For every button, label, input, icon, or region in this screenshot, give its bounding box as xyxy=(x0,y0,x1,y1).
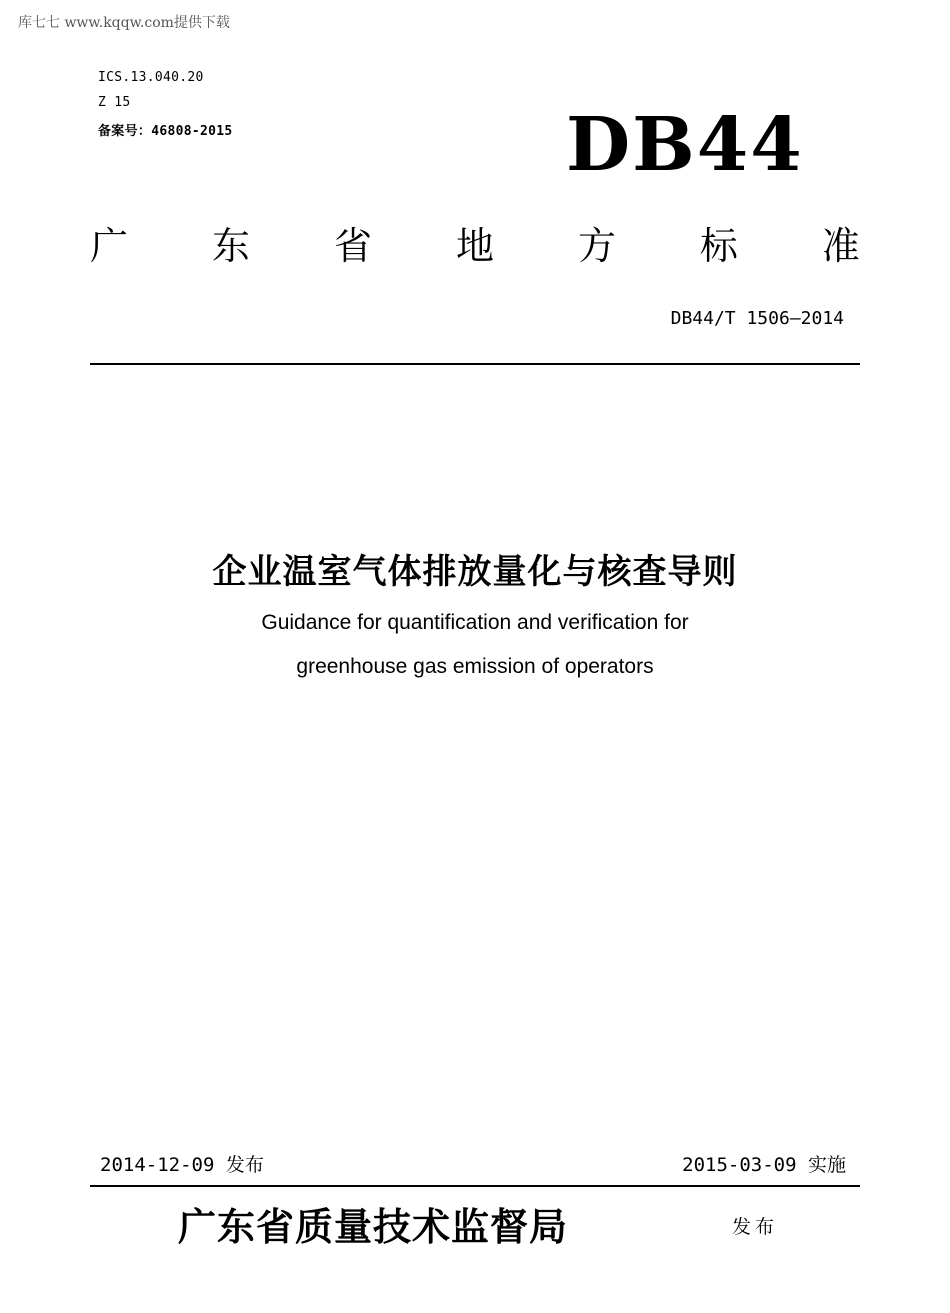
record-number: 备案号：46808-2015 xyxy=(98,124,233,139)
standard-type-char: 地 xyxy=(455,224,494,268)
standard-type-char: 东 xyxy=(211,224,250,268)
issue-date: 2014-12-09 发布 xyxy=(100,1154,264,1176)
standard-type-char: 方 xyxy=(577,224,616,268)
document-title-en-line1: Guidance for quantification and verification for xyxy=(261,611,689,634)
document-title-zh: 企业温室气体排放量化与核查导则 xyxy=(212,552,738,592)
standard-type-heading xyxy=(90,215,860,270)
top-divider xyxy=(90,363,860,365)
issue-label: 发布 xyxy=(732,1216,779,1238)
ccs-code: Z 15 xyxy=(98,95,131,110)
bottom-divider xyxy=(90,1185,860,1187)
standard-type-char: 准 xyxy=(821,224,860,268)
standard-code-logo: DB44 xyxy=(566,102,804,188)
standard-number: DB44/T 1506—2014 xyxy=(670,308,844,329)
effective-date: 2015-03-09 实施 xyxy=(682,1154,846,1176)
standard-type-char: 标 xyxy=(699,224,738,268)
document-title-en-line2: greenhouse gas emission of operators xyxy=(296,655,654,678)
standard-type-char: 广 xyxy=(90,224,129,268)
ics-code: ICS.13.040.20 xyxy=(98,70,204,85)
watermark-text: 库七七 www.kqqw.com提供下载 xyxy=(18,15,230,31)
issuing-authority: 广东省质量技术监督局 xyxy=(178,1204,569,1249)
standard-type-char: 省 xyxy=(333,224,372,268)
